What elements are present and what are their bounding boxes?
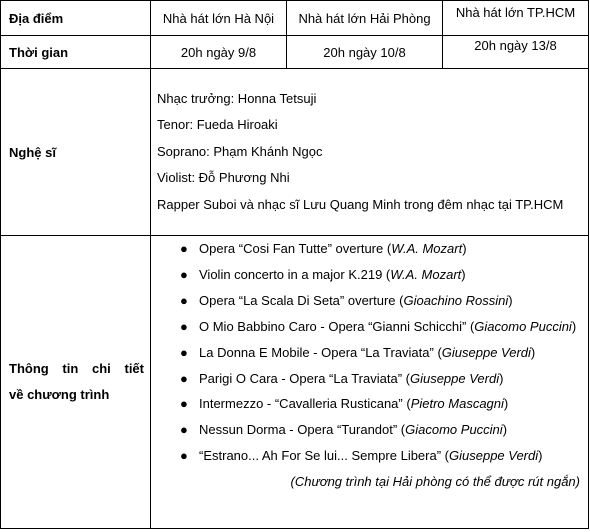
program-work: Intermezzo - “Cavalleria Rusticana” (	[199, 396, 411, 412]
artists-label: Nghệ sĩ	[1, 69, 151, 236]
program-list	[151, 236, 582, 469]
program-composer: Gioachino Rossini	[403, 292, 509, 308]
venue-label: Địa điểm	[1, 1, 151, 36]
program-close-paren: )	[571, 318, 577, 334]
artist-violist: Violist: Đỗ Phương Nhi	[157, 170, 290, 186]
program-close-paren: )	[461, 266, 466, 282]
venue-haiphong: Nhà hát lớn Hải Phòng	[287, 1, 443, 36]
program-item	[151, 314, 582, 340]
time-row	[1, 36, 589, 69]
program-item	[151, 236, 582, 262]
artist-soprano: Soprano: Phạm Khánh Ngọc	[157, 143, 323, 159]
program-composer: Pietro Mascagni	[410, 396, 504, 412]
venue-hanoi: Nhà hát lớn Hà Nội	[151, 1, 287, 36]
program-close-paren: )	[503, 396, 509, 412]
time-label: Thời gian	[1, 36, 151, 69]
artist-guests: Rapper Suboi và nhạc sĩ Lưu Quang Minh trong đêm nhạc tại TP.HCM	[157, 196, 564, 212]
bullet-icon: ●	[180, 448, 188, 464]
program-composer: W.A. Mozart	[391, 241, 463, 256]
program-item	[151, 340, 582, 366]
program-label	[1, 236, 151, 529]
program-row	[1, 236, 589, 529]
time-hanoi: 20h ngày 9/8	[151, 36, 287, 69]
time-hcm: 20h ngày 13/8	[443, 36, 589, 69]
bullet-icon: ●	[180, 344, 188, 360]
artists-row	[1, 69, 589, 236]
program-item	[151, 366, 582, 392]
bullet-icon: ●	[180, 292, 188, 308]
program-work: Parigi O Cara - Opera “La Traviata” (	[199, 370, 410, 386]
program-label-line1: Thông tin chi tiết	[9, 361, 144, 376]
venue-row	[1, 1, 589, 36]
bullet-icon: ●	[180, 396, 188, 412]
program-work: La Donna E Mobile - Opera “La Traviata” (	[199, 344, 442, 360]
program-work: Opera “Cosi Fan Tutte” overture (	[199, 241, 392, 256]
bullet-icon: ●	[180, 266, 188, 282]
program-cell	[151, 236, 589, 529]
program-close-paren: )	[508, 292, 513, 308]
program-work: Opera “La Scala Di Seta” overture (	[199, 292, 404, 308]
program-work: Nessun Dorma - Opera “Turandot” (	[199, 422, 406, 438]
program-composer: Giacomo Puccini	[405, 422, 503, 438]
bullet-icon: ●	[180, 370, 188, 386]
program-composer: Giuseppe Verdi	[409, 370, 500, 386]
program-note: (Chương trình tại Hải phòng có thể được rút ngắn)	[290, 474, 580, 490]
program-item	[151, 288, 582, 314]
program-item	[151, 391, 582, 417]
program-composer: Giacomo Puccini	[474, 318, 572, 334]
program-work: O Mio Babbino Caro - Opera “Gianni Schicchi” (	[199, 318, 475, 334]
bullet-icon: ●	[180, 241, 188, 256]
program-close-paren: )	[538, 448, 543, 464]
program-close-paren: )	[530, 344, 536, 360]
program-item	[151, 443, 582, 469]
program-composer: W.A. Mozart	[390, 266, 462, 282]
program-work: Violin concerto in a major K.219 (	[199, 266, 391, 282]
bullet-icon: ●	[180, 318, 188, 334]
program-work: “Estrano... Ah For Se lui... Sempre Libera” (	[199, 448, 449, 464]
program-close-paren: )	[499, 370, 504, 386]
artist-conductor: Nhạc trưởng: Honna Tetsuji	[157, 90, 317, 106]
program-label-line2: về chương trình	[9, 387, 110, 402]
program-close-paren: )	[462, 241, 467, 256]
program-composer: Giuseppe Verdi	[449, 448, 539, 464]
program-item	[151, 262, 582, 288]
bullet-icon: ●	[180, 422, 188, 438]
time-haiphong: 20h ngày 10/8	[287, 36, 443, 69]
artists-cell	[151, 69, 589, 236]
program-composer: Giuseppe Verdi	[441, 344, 531, 360]
program-close-paren: )	[502, 422, 508, 438]
program-item	[151, 417, 582, 443]
artist-tenor: Tenor: Fueda Hiroaki	[157, 117, 278, 133]
venue-hcm: Nhà hát lớn TP.HCM	[443, 1, 589, 36]
